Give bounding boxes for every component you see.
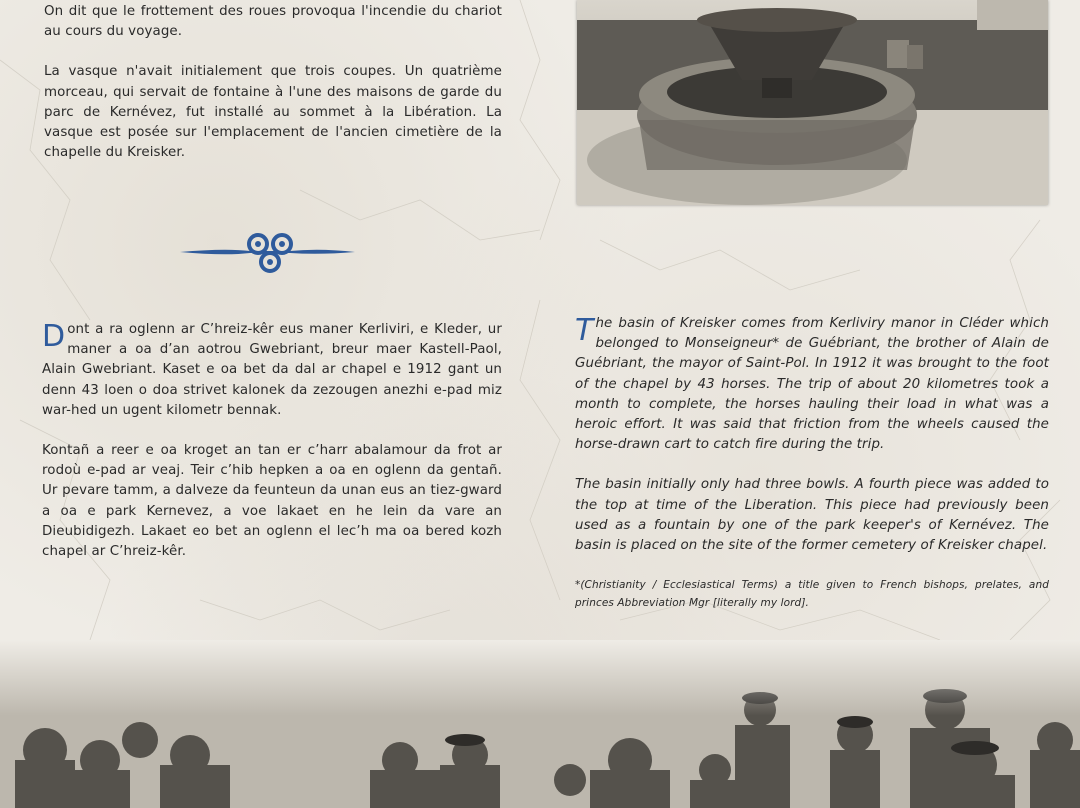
breton-paragraph-1 xyxy=(42,320,502,421)
english-paragraph-2: The basin initially only had three bowls. A fourth piece was added to the top at time of the Liberation. This piece had previously been used as a fountain by one of the park keeper's of Kernévez. The basin is placed on the site of the former cemetery of Kreisker chapel. xyxy=(575,477,1049,554)
french-paragraph-1: On dit que le frottement des roues provoqua l'incendie du chariot au cours du voyage. xyxy=(44,4,502,40)
english-footnote: *(Christianity / Ecclesiastical Terms) a title given to French bishops, prelates, and princes Abbreviation Mgr [literally my lord]. xyxy=(575,579,1049,610)
breton-paragraph-2: Kontañ a reer e oa kroget an tan er c’harr abalamour da frot ar rodoù e-pad ar veaj. Teir c’hib hepken a oa en oglenn da gentañ. Ur pevare tamm, a dalveze da feunteun da unan eus an tiez-gward a oa e park Kernevez, a voe lakaet en he lein da vare an Dieubidigezh. Lakaet eo bet an oglenn el lec’h ma oa bered kozh chapel ar C’hreiz-kêr. xyxy=(42,443,502,560)
crowd-photo xyxy=(0,640,1080,808)
breton-paragraph-1-text: ont a ra oglenn ar C’hreiz-kêr eus maner Kerliviri, e Kleder, ur maner a oa d’an aotrou Gwebriant, breur maer Kastell-Paol, Alain Gwebriant. Kaset e oa bet da dal ar chapel e 1912 gant un denn 43 loen o doa strivet kalonek da zezougen anezhi e-pad miz war-hed un ugent kilometr bennak. xyxy=(42,322,502,418)
english-paragraph-1-text: he basin of Kreisker comes from Kerliviry manor in Cléder which belonged to Monseigneur* de Guébriant, the brother of Alain de Guébriant, the mayor of Saint-Pol. In 1912 it was brought to the foot of the chapel by 43 horses. The trip of about 20 kilometres took a month to complete, the horses hauling their load in what was a heroic effort. It was said that friction from the wheels caused the horse-drawn cart to catch fire during the trip. xyxy=(575,316,1049,453)
triskele-icon xyxy=(180,222,360,280)
french-paragraph-2: La vasque n'avait initialement que trois coupes. Un quatrième morceau, qui servait de fontaine à l'une des maisons de garde du parc de Kernévez, fut installé au sommet à la Libération. La vasque est posée sur l'emplacement de l'ancien cimetière de la chapelle du Kreisker. xyxy=(44,64,502,161)
english-paragraph-1 xyxy=(575,314,1049,455)
breton-text xyxy=(42,320,502,582)
english-text xyxy=(575,314,1049,612)
french-text xyxy=(44,2,502,183)
english-drop-cap: T xyxy=(575,313,594,348)
fountain-photo xyxy=(577,0,1048,205)
breton-drop-cap: D xyxy=(42,319,66,354)
